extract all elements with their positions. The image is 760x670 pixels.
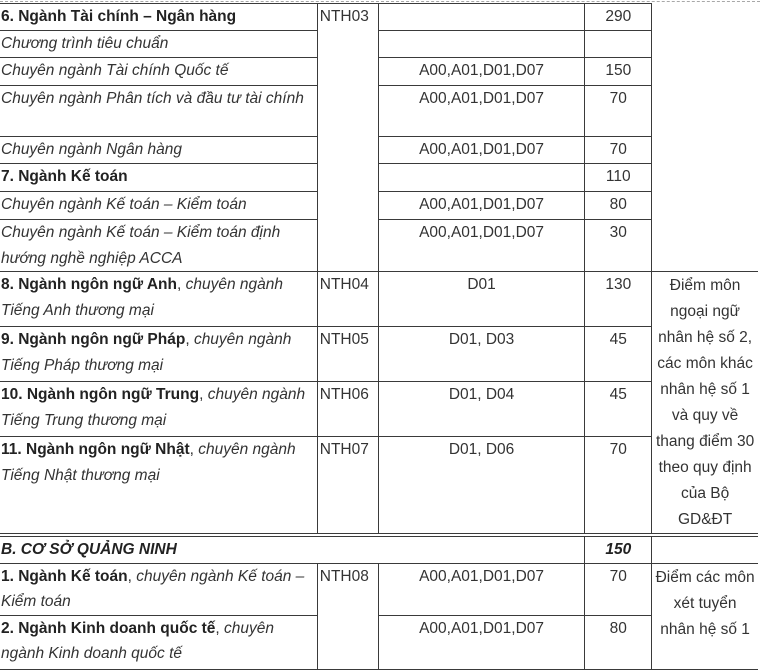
table-row — [0, 31, 758, 58]
major-name-cell: 11. Ngành ngôn ngữ Nhật, chuyên ngành Tiếng Nhật thương mại — [0, 437, 317, 535]
admission-code-cell — [317, 4, 378, 272]
section-quota: 150 — [605, 541, 632, 558]
quota-cell: 70 — [585, 86, 652, 137]
note-cell-empty — [652, 535, 758, 563]
subject-combo-cell: D01, D06 — [378, 437, 585, 535]
admissions-table — [0, 3, 758, 670]
major-name-cell: 10. Ngành ngôn ngữ Trung, chuyên ngành Tiếng Trung thương mại — [0, 382, 317, 437]
quota-cell — [585, 4, 652, 31]
major-name-cell: 1. Ngành Kế toán, chuyên ngành Kế toán – Kiểm toán — [0, 563, 317, 615]
major-name: 6. Ngành Tài chính – Ngân hàng — [1, 8, 237, 25]
quota-cell: 30 — [585, 220, 652, 272]
major-name-cell: 2. Ngành Kinh doanh quốc tế, chuyên ngành Kinh doanh quốc tế — [0, 615, 317, 669]
subject-combo-cell — [378, 31, 585, 58]
subject-combo-cell: A00,A01,D01,D07 — [378, 58, 585, 86]
subject-combo-cell: A00,A01,D01,D07 — [378, 220, 585, 272]
table-row — [0, 164, 758, 192]
note-cell-language — [652, 272, 758, 536]
quota-cell: 70 — [585, 437, 652, 535]
admission-code-cell: NTH08 — [317, 563, 378, 669]
subject-combo-cell: D01, D04 — [378, 382, 585, 437]
major-name-cell: 7. Ngành Kế toán — [0, 164, 317, 192]
table-row — [0, 327, 758, 382]
major-name-cell: 8. Ngành ngôn ngữ Anh, chuyên ngành Tiếng Anh thương mại — [0, 272, 317, 327]
subject-combo-cell: A00,A01,D01,D07 — [378, 615, 585, 669]
major-name-cell — [0, 4, 317, 31]
subject-combo-cell: A00,A01,D01,D07 — [378, 137, 585, 164]
admission-code-cell: NTH07 — [317, 437, 378, 535]
specialization-name-cell: Chuyên ngành Tài chính Quốc tế — [0, 58, 317, 86]
admission-code-cell: NTH05 — [317, 327, 378, 382]
section-quota-cell — [585, 535, 652, 563]
subject-combo-cell: A00,A01,D01,D07 — [378, 563, 585, 615]
table-row — [0, 192, 758, 220]
quota-cell: 70 — [585, 137, 652, 164]
specialization-name-cell: Chuyên ngành Kế toán – Kiểm toán — [0, 192, 317, 220]
table-row — [0, 615, 758, 669]
subject-combo-cell: A00,A01,D01,D07 — [378, 86, 585, 137]
quota-cell: 45 — [585, 327, 652, 382]
subject-combo-cell — [378, 4, 585, 31]
note-text: Điểm môn ngoại ngữ nhân hệ số 2, các môn khác nhân hệ số 1 và quy về thang điểm 30 theo quy định của Bộ GD&ĐT — [655, 277, 755, 528]
program-name-cell: Chương trình tiêu chuẩn — [0, 31, 317, 58]
admission-code-cell: NTH04 — [317, 272, 378, 327]
quota-cell — [585, 31, 652, 58]
quota-value: 290 — [605, 8, 632, 25]
page-break-dashed-line — [0, 1, 760, 2]
quota-cell: 45 — [585, 382, 652, 437]
note-cell-quangninh — [652, 563, 758, 669]
table-row — [0, 563, 758, 615]
table-row — [0, 137, 758, 164]
subject-combo-cell: D01 — [378, 272, 585, 327]
specialization-name-cell: Chuyên ngành Phân tích và đầu tư tài chính — [0, 86, 317, 137]
section-title-cell — [0, 535, 585, 563]
note-text: Điểm các môn xét tuyển nhân hệ số 1 — [655, 568, 755, 638]
admission-code-cell: NTH06 — [317, 382, 378, 437]
table-row — [0, 58, 758, 86]
section-title: B. CƠ SỞ QUẢNG NINH — [1, 541, 177, 558]
subject-combo-cell: A00,A01,D01,D07 — [378, 192, 585, 220]
specialization-name-cell: Chuyên ngành Ngân hàng — [0, 137, 317, 164]
section-header-row — [0, 535, 758, 563]
quota-cell: 110 — [585, 164, 652, 192]
subject-combo-cell: D01, D03 — [378, 327, 585, 382]
quota-cell: 130 — [585, 272, 652, 327]
table-row — [0, 86, 758, 137]
quota-cell: 70 — [585, 563, 652, 615]
quota-cell: 80 — [585, 192, 652, 220]
specialization-name-cell: Chuyên ngành Kế toán – Kiểm toán định hướng nghề nghiệp ACCA — [0, 220, 317, 272]
admission-code: NTH03 — [319, 8, 369, 25]
quota-cell: 80 — [585, 615, 652, 669]
table-row — [0, 272, 758, 327]
table-row — [0, 4, 758, 31]
subject-combo-cell — [378, 164, 585, 192]
note-cell-empty — [652, 4, 758, 272]
table-row — [0, 437, 758, 535]
table-row — [0, 382, 758, 437]
table-row — [0, 220, 758, 272]
major-name-cell: 9. Ngành ngôn ngữ Pháp, chuyên ngành Tiếng Pháp thương mại — [0, 327, 317, 382]
quota-cell: 150 — [585, 58, 652, 86]
